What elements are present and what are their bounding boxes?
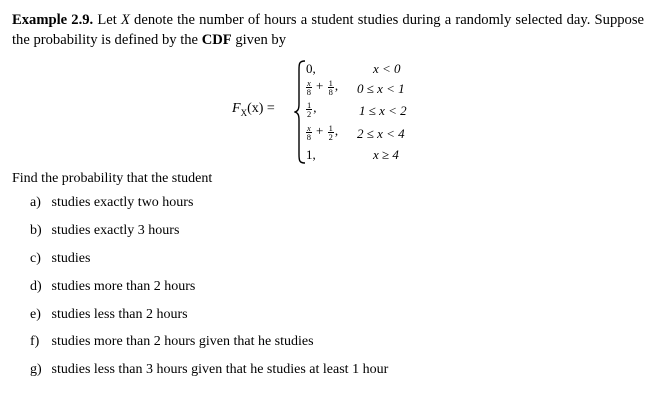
cdf-piece-expr: $\frac{1}{2}$ , (307, 99, 317, 119)
question-prompt: Find the probability that the student (12, 171, 213, 186)
question-item: d) studies more than 2 hours (30, 279, 196, 294)
random-variable-x: X (120, 12, 130, 28)
question-item: c) studies (30, 251, 91, 266)
cdf-piece-expr: $\frac{x}{8}$ + $\frac{1}{2}$ , (306, 122, 339, 142)
cdf-piece-condition: 0 ≤ x < 1 (357, 81, 405, 96)
intro-text-3: given by (231, 32, 287, 48)
cdf-piece-condition: 2 ≤ x < 4 (357, 126, 405, 141)
cdf-piece-condition: 1 ≤ x < 2 (359, 103, 407, 118)
intro-text-2: denote the number of hours a student studies during a randomly selected day. Suppose the probability is defined by the (12, 12, 644, 48)
cdf-piece-expr: 0, (306, 61, 316, 76)
cdf-piece-expr: $\frac{x}{8}$ + $\frac{1}{8}$ , (306, 77, 339, 97)
cdf-piece-condition: x ≥ 4 (373, 147, 399, 162)
intro-text-1: Let (93, 12, 121, 28)
question-item: f) studies more than 2 hours given that he studies (30, 334, 314, 349)
cdf-piece-expr: 1, (306, 147, 316, 162)
cdf-term: CDF (201, 32, 232, 48)
cdf-piece-condition: x < 0 (373, 61, 401, 76)
question-item: b) studies exactly 3 hours (30, 223, 180, 238)
question-item: e) studies less than 2 hours (30, 307, 188, 322)
question-item: a) studies exactly two hours (30, 195, 194, 210)
cdf-function-label: $F_X(x)$ = (232, 101, 275, 118)
example-label: Example 2.9. (12, 12, 94, 28)
question-item: g) studies less than 3 hours given that he studies at least 1 hour (30, 362, 389, 377)
example-intro (12, 10, 644, 50)
